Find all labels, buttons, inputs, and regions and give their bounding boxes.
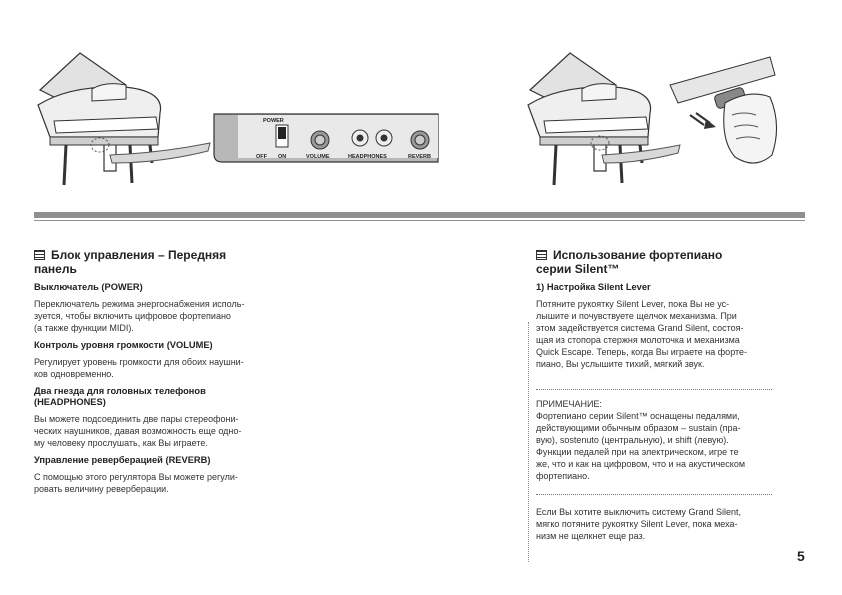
column-divider bbox=[528, 322, 529, 562]
silent-text-line: этом задействуется система Grand Silent, состоя- bbox=[536, 323, 744, 333]
silent-lever-heading: 1) Настройка Silent Lever bbox=[536, 282, 651, 292]
control-panel-title: Блок управления – Передняя bbox=[34, 248, 284, 262]
on-label: ON bbox=[278, 154, 287, 160]
silent-text-line: щая из стопора стержня молоточка и механизма bbox=[536, 335, 740, 345]
note-text-line: же, что и как на цифровом, что и на акустическом bbox=[536, 459, 746, 469]
reverb-label: REVERB bbox=[408, 154, 431, 160]
turn-off-paragraph bbox=[536, 506, 776, 542]
reverb-section bbox=[34, 455, 284, 495]
control-panel-title-line2: панель bbox=[34, 262, 77, 276]
reverb-heading: Управление реверберацией (REVERB) bbox=[34, 455, 211, 465]
power-label: POWER bbox=[263, 118, 284, 124]
note-text-line: действующими обычным образом – sustain (пра- bbox=[536, 423, 741, 433]
page-number: 5 bbox=[797, 548, 805, 564]
silent-text-line: лышите и почувствуете щелчок механизма. При bbox=[536, 311, 737, 321]
grand-piano-with-lever-illustration bbox=[520, 45, 795, 190]
silent-text-line: Потяните рукоятку Silent Lever, пока Вы не ус- bbox=[536, 299, 730, 309]
silent-title-line2: серии Silent™ bbox=[536, 262, 620, 276]
headphones-section bbox=[34, 386, 284, 449]
power-text-line: (а также функции MIDI). bbox=[34, 323, 134, 333]
right-column bbox=[536, 248, 776, 370]
power-heading: Выключатель (POWER) bbox=[34, 282, 143, 292]
off-label: OFF bbox=[256, 154, 267, 160]
headphones-text-line: Вы можете подсоединить две пары стереофони- bbox=[34, 414, 239, 424]
note-text-line: Фортепиано серии Silent™ оснащены педалями, bbox=[536, 411, 740, 421]
section-separator bbox=[34, 212, 805, 218]
power-text-line: зуется, чтобы включить цифровое фортепиано bbox=[34, 311, 231, 321]
grand-piano-illustration-left bbox=[30, 45, 215, 190]
silent-title: Использование фортепиано bbox=[536, 248, 776, 262]
headphones-heading: Два гнезда для головных телефонов bbox=[34, 386, 206, 396]
headphones-label: HEADPHONES bbox=[348, 154, 387, 160]
volume-text-line: ков одновременно. bbox=[34, 369, 114, 379]
front-control-panel bbox=[208, 110, 446, 170]
headphones-text-line: му человеку прослушать, как Вы играете. bbox=[34, 438, 208, 448]
note-box bbox=[536, 398, 776, 482]
turn-off-text-line: мягко потяните рукоятку Silent Lever, пока меха- bbox=[536, 519, 738, 529]
power-text-line: Переключатель режима энергоснабжения исполь- bbox=[34, 299, 245, 309]
volume-heading: Контроль уровня громкости (VOLUME) bbox=[34, 340, 213, 350]
turn-off-text-line: Если Вы хотите выключить систему Grand Silent, bbox=[536, 507, 742, 517]
silent-text-line: пиано, Вы услышите тихий, мягкий звук. bbox=[536, 359, 705, 369]
section-icon bbox=[34, 250, 45, 260]
note-bottom-rule bbox=[536, 494, 772, 495]
left-column bbox=[34, 248, 284, 495]
note-text-line: Функции педалей при на электрическом, игре те bbox=[536, 447, 739, 457]
headphones-text-line: ческих наушников, давая возможность еще одно- bbox=[34, 426, 242, 436]
volume-text-line: Регулирует уровень громкости для обоих наушни- bbox=[34, 357, 244, 367]
volume-label: VOLUME bbox=[306, 154, 330, 160]
power-section bbox=[34, 282, 284, 334]
note-top-rule bbox=[536, 389, 772, 390]
note-text-line: вую), sostenuto (центральную), и shift (левую). bbox=[536, 435, 729, 445]
silent-text-line: Quick Escape. Теперь, когда Вы играете на форте- bbox=[536, 347, 748, 357]
reverb-text-line: ровать величину реверберации. bbox=[34, 484, 169, 494]
note-label: ПРИМЕЧАНИЕ: bbox=[536, 399, 602, 409]
section-icon bbox=[536, 250, 547, 260]
note-text-line: фортепиано. bbox=[536, 471, 590, 481]
reverb-text-line: С помощью этого регулятора Вы можете регули- bbox=[34, 472, 238, 482]
volume-section bbox=[34, 340, 284, 380]
turn-off-text-line: низм не щелкнет еще раз. bbox=[536, 531, 646, 541]
headphones-heading-line2: (HEADPHONES) bbox=[34, 397, 106, 407]
